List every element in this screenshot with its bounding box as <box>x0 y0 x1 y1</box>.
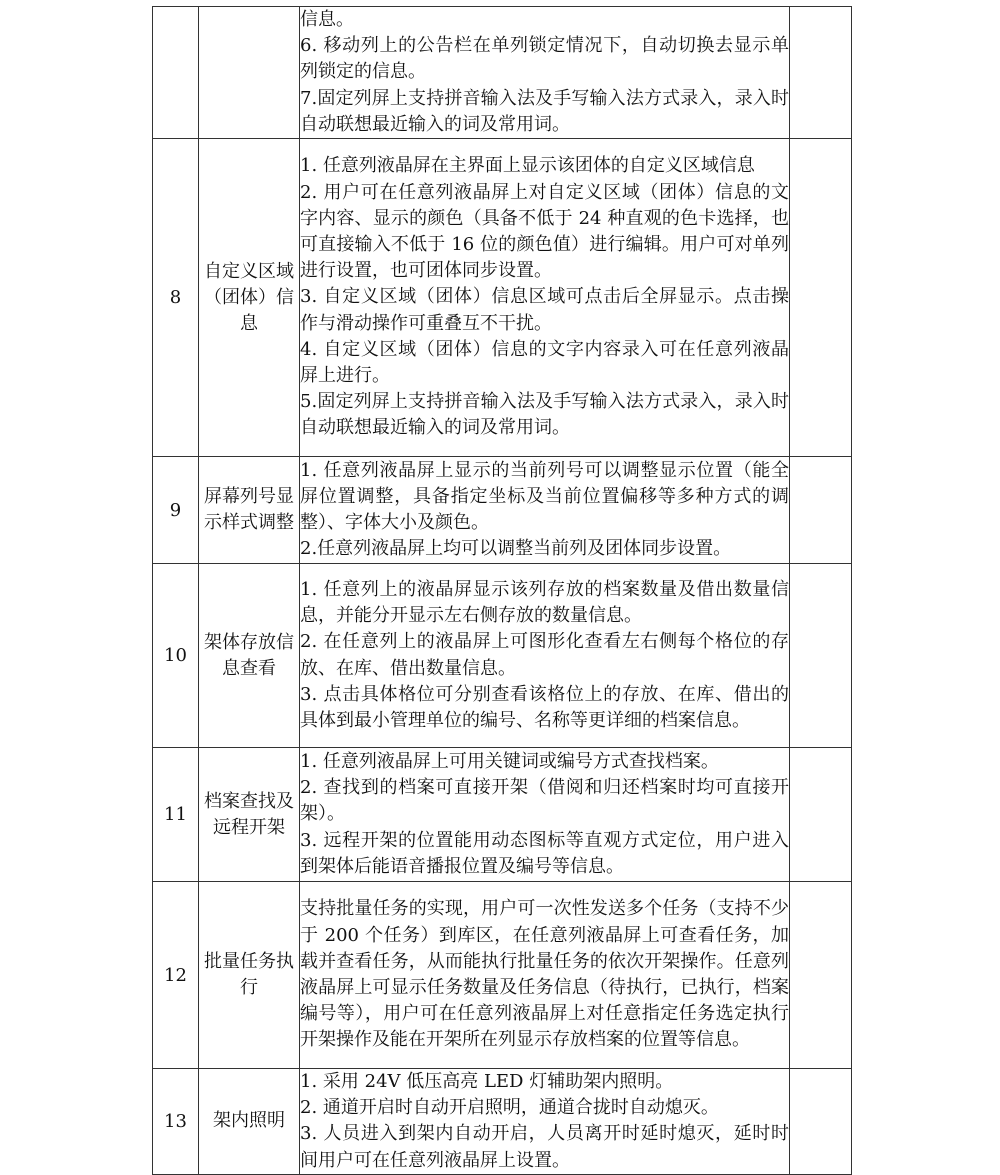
feature-description <box>300 748 790 882</box>
feature-description <box>300 139 790 457</box>
description-line: 6. 移动列上的公告栏在单列锁定情况下，自动切换去显示单列锁定的信息。 <box>300 35 789 83</box>
feature-name: 批量任务执行 <box>199 882 300 1069</box>
remark-cell <box>790 564 852 748</box>
description-line: 2. 查找到的档案可直接开架（借阅和归还档案时均可直接开架）。 <box>300 777 789 825</box>
requirements-table <box>152 6 852 1175</box>
table-row <box>153 457 852 564</box>
feature-name: 自定义区域（团体）信息 <box>199 139 300 457</box>
table-row <box>153 139 852 457</box>
feature-description <box>300 7 790 139</box>
feature-name: 架内照明 <box>199 1069 300 1175</box>
description-line: 信息。 <box>300 9 354 30</box>
table-row <box>153 564 852 748</box>
description-line: 支持批量任务的实现，用户可一次性发送多个任务（支持不少于 200 个任务）到库区，在任意列液晶屏上可查看任务，加载并查看任务，从而能执行批量任务的依次开架操作。任意列液晶屏上可显示任务数量及任务信息（待执行，已执行，档案编号等），用户可在任意列液晶屏上对任意指定任务选定执行开架操作及能在开架所在列显示存放档案的位置等信息。 <box>300 898 789 1051</box>
feature-description <box>300 457 790 564</box>
row-number: 10 <box>153 564 199 748</box>
description-line: 3. 自定义区域（团体）信息区域可点击后全屏显示。点击操作与滑动操作可重叠互不干扰。 <box>300 286 789 334</box>
description-line: 1. 采用 24V 低压高亮 LED 灯辅助架内照明。 <box>300 1071 674 1093</box>
description-line: 3. 人员进入到架内自动开启，人员离开时延时熄灭，延时时间用户可在任意列液晶屏上设置。 <box>300 1123 789 1171</box>
remark-cell <box>790 1069 852 1175</box>
row-number: 8 <box>153 139 199 457</box>
row-number: 9 <box>153 457 199 564</box>
remark-cell <box>790 7 852 139</box>
feature-description <box>300 1069 790 1175</box>
table-row <box>153 7 852 139</box>
feature-name <box>199 7 300 139</box>
feature-description <box>300 564 790 748</box>
description-line: 7.固定列屏上支持拼音输入法及手写输入法方式录入，录入时自动联想最近输入的词及常用词。 <box>300 87 789 135</box>
description-line: 5.固定列屏上支持拼音输入法及手写输入法方式录入，录入时自动联想最近输入的词及常用词。 <box>300 391 789 439</box>
description-line: 3. 点击具体格位可分别查看该格位上的存放、在库、借出的具体到最小管理单位的编号、名称等更详细的档案信息。 <box>300 683 789 731</box>
description-line: 2. 在任意列上的液晶屏上可图形化查看左右侧每个格位的存放、在库、借出数量信息。 <box>300 631 789 679</box>
row-number <box>153 7 199 139</box>
description-line: 2. 通道开启时自动开启照明，通道合拢时自动熄灭。 <box>300 1097 719 1119</box>
description-line: 1. 任意列液晶屏上显示的当前列号可以调整显示位置（能全屏位置调整，具备指定坐标及当前位置偏移等多种方式的调整）、字体大小及颜色。 <box>300 459 789 534</box>
description-line: 1. 任意列液晶屏在主界面上显示该团体的自定义区域信息 <box>300 155 755 177</box>
description-line: 2.任意列液晶屏上均可以调整当前列及团体同步设置。 <box>300 538 732 560</box>
row-number: 12 <box>153 882 199 1069</box>
description-line: 2. 用户可在任意列液晶屏上对自定义区域（团体）信息的文字内容、显示的颜色（具备不低于 24 种直观的色卡选择，也可直接输入不低于 16 位的颜色值）进行编辑。用户可对单列进行设置，也可团体同步设置。 <box>300 181 789 282</box>
description-line: 3. 远程开架的位置能用动态图标等直观方式定位，用户进入到架体后能语音播报位置及编号等信息。 <box>300 829 789 877</box>
description-line: 1. 任意列上的液晶屏显示该列存放的档案数量及借出数量信息，并能分开显示左右侧存放的数量信息。 <box>300 578 789 627</box>
row-number: 13 <box>153 1069 199 1175</box>
row-number: 11 <box>153 748 199 882</box>
description-line: 1. 任意列液晶屏上可用关键词或编号方式查找档案。 <box>300 751 719 772</box>
remark-cell <box>790 882 852 1069</box>
table-row <box>153 1069 852 1175</box>
feature-name: 档案查找及远程开架 <box>199 748 300 882</box>
feature-name: 架体存放信息查看 <box>199 564 300 748</box>
remark-cell <box>790 748 852 882</box>
description-line: 4. 自定义区域（团体）信息的文字内容录入可在任意列液晶屏上进行。 <box>300 338 789 387</box>
remark-cell <box>790 139 852 457</box>
table-row <box>153 882 852 1069</box>
remark-cell <box>790 457 852 564</box>
feature-name: 屏幕列号显示样式调整 <box>199 457 300 564</box>
feature-description <box>300 882 790 1069</box>
table-row <box>153 748 852 882</box>
